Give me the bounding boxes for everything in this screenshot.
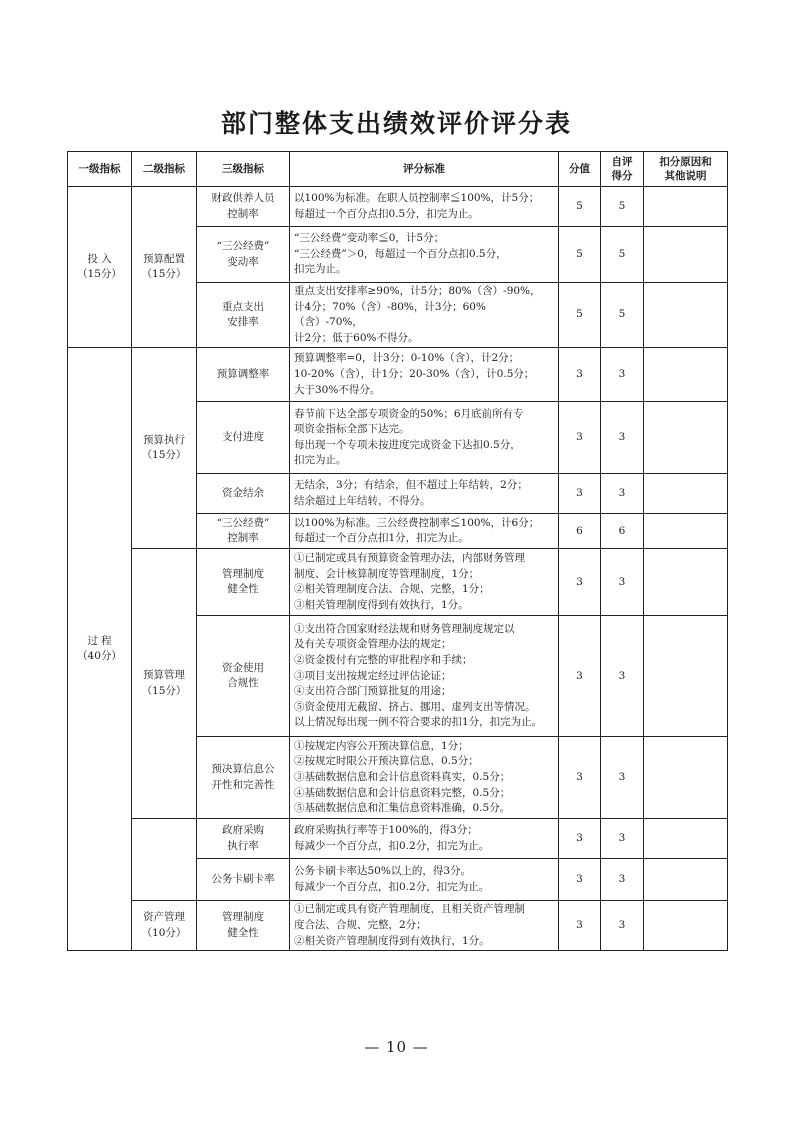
- level3-cell: 政府采购 执行率: [197, 819, 290, 859]
- score-cell: 5: [559, 187, 601, 227]
- level2-budget-exec: 预算执行 （15分）: [132, 348, 197, 549]
- header-level1: 一级指标: [68, 152, 132, 187]
- reason-cell: [644, 402, 728, 474]
- reason-cell: [644, 348, 728, 402]
- reason-cell: [644, 514, 728, 549]
- level3-cell: 重点支出 安排率: [197, 283, 290, 348]
- criteria-cell: 无结余，3分；有结余，但不超过上年结转，2分； 结余超过上年结转，不得分。: [290, 474, 559, 514]
- score-cell: 3: [559, 549, 601, 616]
- level2-budget-config: 预算配置 （15分）: [132, 187, 197, 348]
- self-score-cell: 3: [601, 819, 644, 859]
- level3-cell: 资金使用 合规性: [197, 616, 290, 737]
- header-self-score: 自评 得分: [601, 152, 644, 187]
- self-score-cell: 3: [601, 616, 644, 737]
- criteria-cell: “三公经费”变动率≦0，计5分； “三公经费”＞0，每超过一个百分点扣0.5分， 扣完为止。: [290, 227, 559, 283]
- reason-cell: [644, 283, 728, 348]
- self-score-cell: 5: [601, 283, 644, 348]
- criteria-cell: 公务卡刷卡率达50%以上的，得3分。 每减少一个百分点，扣0.2分，扣完为止。: [290, 859, 559, 901]
- score-cell: 6: [559, 514, 601, 549]
- level1-input: 投 入 （15分）: [68, 187, 132, 348]
- score-cell: 5: [559, 227, 601, 283]
- score-table: [67, 151, 728, 951]
- self-score-cell: 3: [601, 549, 644, 616]
- criteria-cell: 以100%为标准。三公经费控制率≦100%，计6分； 每超过一个百分点扣1分，扣完为止。: [290, 514, 559, 549]
- level2-asset-mgmt: 资产管理 （10分）: [132, 901, 197, 951]
- reason-cell: [644, 859, 728, 901]
- level3-cell: 支付进度: [197, 402, 290, 474]
- score-cell: 3: [559, 474, 601, 514]
- level2-empty-cell: [132, 819, 197, 901]
- header-level3: 三级指标: [197, 152, 290, 187]
- table-row: [68, 348, 728, 402]
- level2-budget-mgmt: 预算管理 （15分）: [132, 549, 197, 819]
- level3-cell: 管理制度 健全性: [197, 549, 290, 616]
- header-level2: 二级指标: [132, 152, 197, 187]
- table-row: [68, 187, 728, 227]
- score-cell: 3: [559, 901, 601, 951]
- reason-cell: [644, 616, 728, 737]
- self-score-cell: 3: [601, 474, 644, 514]
- self-score-cell: 3: [601, 348, 644, 402]
- criteria-cell: 预算调整率=0，计3分；0-10%（含），计2分； 10-20%（含），计1分；20-30%（含），计0.5分； 大于30%不得分。: [290, 348, 559, 402]
- page-title: 部门整体支出绩效评价评分表: [220, 109, 572, 138]
- level3-cell: “三公经费” 变动率: [197, 227, 290, 283]
- criteria-cell: 政府采购执行率等于100%的，得3分； 每减少一个百分点，扣0.2分，扣完为止。: [290, 819, 559, 859]
- score-cell: 3: [559, 737, 601, 819]
- reason-cell: [644, 549, 728, 616]
- criteria-cell: 以100%为标准。在职人员控制率≦100%，计5分； 每超过一个百分点扣0.5分，扣完为止。: [290, 187, 559, 227]
- score-cell: 5: [559, 283, 601, 348]
- reason-cell: [644, 227, 728, 283]
- level1-process: 过 程 （40分）: [68, 348, 132, 951]
- level3-cell: 预算调整率: [197, 348, 290, 402]
- level3-cell: 预决算信息公 开性和完善性: [197, 737, 290, 819]
- criteria-cell: ①已制定或具有资产管理制度，且相关资产管理制 度合法、合规、完整，2分； ②相关资产管理制度得到有效执行，1分。: [290, 901, 559, 951]
- self-score-cell: 5: [601, 187, 644, 227]
- self-score-cell: 5: [601, 227, 644, 283]
- header-criteria: 评分标准: [290, 152, 559, 187]
- reason-cell: [644, 819, 728, 859]
- score-cell: 3: [559, 348, 601, 402]
- reason-cell: [644, 737, 728, 819]
- table-header-row: [68, 152, 728, 187]
- criteria-cell: 春节前下达全部专项资金的50%；6月底前所有专 项资金指标全部下达完。 每出现一个专项未按进度完成资金下达扣0.5分， 扣完为止。: [290, 402, 559, 474]
- score-cell: 3: [559, 616, 601, 737]
- level3-cell: 管理制度 健全性: [197, 901, 290, 951]
- criteria-cell: ①按规定内容公开预决算信息，1分； ②按规定时限公开预决算信息，0.5分； ③基础数据信息和会计信息资料真实，0.5分； ④基础数据信息和会计信息资料完整，0.5分； ⑤基础数据信息和汇集信息资料准确，0.5分。: [290, 737, 559, 819]
- score-cell: 3: [559, 859, 601, 901]
- reason-cell: [644, 187, 728, 227]
- table-row: [68, 549, 728, 616]
- score-cell: 3: [559, 402, 601, 474]
- level3-cell: 资金结余: [197, 474, 290, 514]
- level3-cell: 公务卡刷卡率: [197, 859, 290, 901]
- level3-cell: 财政供养人员 控制率: [197, 187, 290, 227]
- table-row: [68, 819, 728, 859]
- self-score-cell: 3: [601, 402, 644, 474]
- self-score-cell: 3: [601, 737, 644, 819]
- page-number: — 10 —: [364, 1038, 429, 1056]
- criteria-cell: 重点支出安排率≥90%，计5分；80%（含）-90%， 计4分；70%（含）-80%，计3分；60%（含）-70%， 计2分；低于60%不得分。: [290, 283, 559, 348]
- self-score-cell: 3: [601, 901, 644, 951]
- header-reason: 扣分原因和 其他说明: [644, 152, 728, 187]
- table-row: [68, 901, 728, 951]
- criteria-cell: ①支出符合国家财经法规和财务管理制度规定以 及有关专项资金管理办法的规定； ②资金拨付有完整的审批程序和手续； ③项目支出按规定经过评估论证； ④支出符合部门预算批复的用途； ⑤资金使用无截留、挤占、挪用、虚列支出等情况。 以上情况每出现一例不符合要求的扣1分，扣完为止。: [290, 616, 559, 737]
- self-score-cell: 3: [601, 859, 644, 901]
- reason-cell: [644, 474, 728, 514]
- header-score: 分值: [559, 152, 601, 187]
- self-score-cell: 6: [601, 514, 644, 549]
- criteria-cell: ①已制定或具有预算资金管理办法，内部财务管理 制度、会计核算制度等管理制度，1分； ②相关管理制度合法、合规、完整，1分； ③相关管理制度得到有效执行，1分。: [290, 549, 559, 616]
- reason-cell: [644, 901, 728, 951]
- score-cell: 3: [559, 819, 601, 859]
- level3-cell: “三公经费” 控制率: [197, 514, 290, 549]
